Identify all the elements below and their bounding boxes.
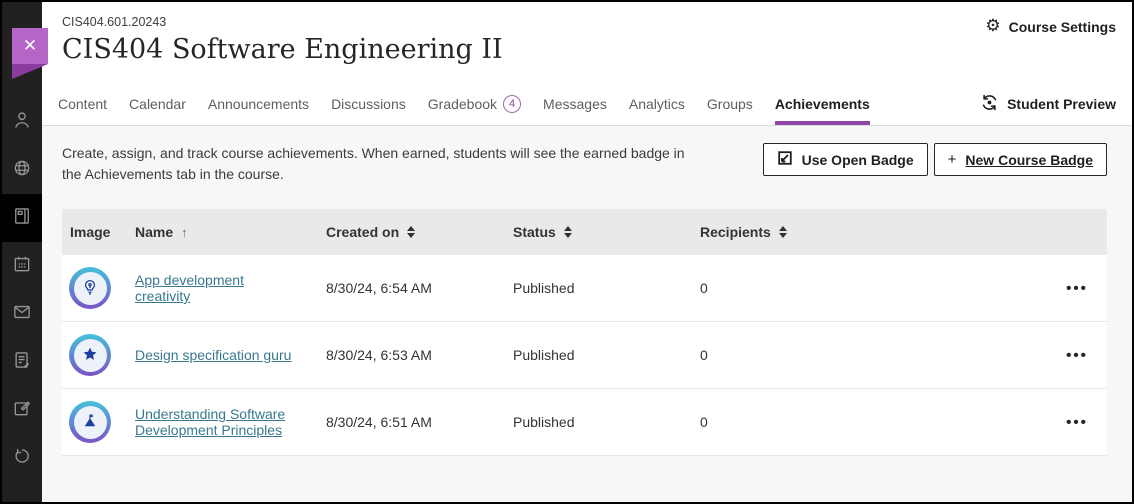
sidebar-item-activity[interactable] bbox=[2, 386, 42, 434]
tab-messages[interactable]: Messages bbox=[543, 95, 607, 112]
column-header-recipients[interactable]: Recipients bbox=[700, 224, 1047, 240]
mountain-flag-badge-icon bbox=[81, 412, 99, 433]
sort-toggle-icon bbox=[407, 226, 415, 238]
close-icon: ✕ bbox=[22, 36, 38, 55]
sidebar-item-institution[interactable] bbox=[2, 146, 42, 194]
sidebar-nav bbox=[2, 98, 42, 482]
column-header-image: Image bbox=[70, 224, 111, 240]
plus-icon: + bbox=[947, 151, 957, 168]
sort-toggle-icon bbox=[779, 226, 787, 238]
messages-icon bbox=[12, 302, 32, 327]
status-value: Published bbox=[513, 347, 575, 363]
achievements-table bbox=[62, 209, 1107, 456]
row-menu-button[interactable]: ••• bbox=[1066, 346, 1088, 364]
badge-name-link[interactable]: Design specification guru bbox=[135, 347, 292, 363]
tab-groups[interactable]: Groups bbox=[706, 95, 753, 112]
tab-achievements[interactable]: Achievements bbox=[775, 82, 870, 125]
course-settings-button[interactable] bbox=[985, 18, 1116, 35]
page-title: CIS404 Software Engineering II bbox=[62, 34, 503, 65]
gradebook-count-badge: 4 bbox=[503, 95, 521, 113]
tab-discussions[interactable]: Discussions bbox=[331, 95, 406, 112]
tab-calendar[interactable]: Calendar bbox=[129, 95, 186, 112]
courses-icon bbox=[12, 206, 32, 231]
activity-icon bbox=[12, 398, 32, 423]
tab-content[interactable]: Content bbox=[58, 95, 108, 112]
column-header-status[interactable]: Status bbox=[513, 224, 700, 240]
gear-icon: ⚙ bbox=[985, 16, 1001, 36]
sidebar-item-messages[interactable] bbox=[2, 290, 42, 338]
recipients-value: 0 bbox=[700, 347, 708, 363]
use-open-badge-button[interactable] bbox=[763, 143, 928, 176]
achievements-description: Create, assign, and track course achievements. When earned, students will see the earned badge in the Achievements tab in the course. bbox=[62, 145, 685, 182]
student-preview-label: Student Preview bbox=[1007, 95, 1116, 112]
course-settings-label: Course Settings bbox=[1008, 18, 1116, 35]
table-row bbox=[62, 255, 1107, 322]
open-badge-icon bbox=[777, 150, 793, 169]
close-course-button[interactable] bbox=[12, 28, 48, 64]
institution-icon bbox=[12, 158, 32, 183]
new-course-badge-button[interactable] bbox=[934, 143, 1107, 176]
course-id: CIS404.601.20243 bbox=[62, 15, 167, 29]
sort-toggle-icon bbox=[564, 226, 572, 238]
grades-icon bbox=[12, 350, 32, 375]
badge-image bbox=[69, 401, 111, 443]
sidebar-item-profile[interactable] bbox=[2, 98, 42, 146]
status-value: Published bbox=[513, 280, 575, 296]
table-row bbox=[62, 322, 1107, 389]
sidebar-item-sign-out[interactable] bbox=[2, 434, 42, 482]
tab-announcements[interactable]: Announcements bbox=[207, 95, 310, 112]
created-on-value: 8/30/24, 6:54 AM bbox=[326, 280, 432, 296]
tab-gradebook[interactable]: Gradebook 4 bbox=[428, 82, 521, 125]
created-on-value: 8/30/24, 6:51 AM bbox=[326, 414, 432, 430]
column-header-created-on[interactable]: Created on bbox=[326, 224, 513, 240]
course-header bbox=[42, 2, 1132, 82]
column-header-name[interactable]: Name ↑ bbox=[135, 224, 188, 240]
sort-ascending-icon: ↑ bbox=[181, 224, 188, 240]
profile-icon bbox=[12, 110, 32, 135]
sidebar-item-courses[interactable] bbox=[2, 194, 42, 242]
sidebar-item-grades[interactable] bbox=[2, 338, 42, 386]
tab-analytics[interactable]: Analytics bbox=[628, 95, 685, 112]
created-on-value: 8/30/24, 6:53 AM bbox=[326, 347, 432, 363]
lightbulb-badge-icon bbox=[81, 278, 99, 299]
badge-name-link[interactable]: App development creativity bbox=[135, 272, 244, 304]
sidebar-item-calendar[interactable] bbox=[2, 242, 42, 290]
course-tabbar bbox=[42, 82, 1132, 126]
use-open-badge-label: Use Open Badge bbox=[801, 151, 914, 168]
status-value: Published bbox=[513, 414, 575, 430]
main-panel bbox=[42, 2, 1132, 502]
student-preview-button[interactable] bbox=[980, 82, 1116, 125]
row-menu-button[interactable]: ••• bbox=[1066, 279, 1088, 297]
recipients-value: 0 bbox=[700, 414, 708, 430]
table-header-row bbox=[62, 209, 1107, 255]
calendar-icon bbox=[12, 254, 32, 279]
student-preview-icon bbox=[980, 93, 999, 115]
badge-image bbox=[69, 267, 111, 309]
table-row bbox=[62, 389, 1107, 456]
badge-image bbox=[69, 334, 111, 376]
recipients-value: 0 bbox=[700, 280, 708, 296]
new-course-badge-label: New Course Badge bbox=[965, 151, 1093, 168]
global-sidebar bbox=[2, 2, 42, 502]
row-menu-button[interactable]: ••• bbox=[1066, 413, 1088, 431]
sign-out-icon bbox=[12, 446, 32, 471]
badge-name-link[interactable]: Understanding Software Development Principles bbox=[135, 406, 286, 438]
star-badge-icon bbox=[81, 345, 99, 366]
achievements-panel bbox=[42, 126, 1132, 502]
